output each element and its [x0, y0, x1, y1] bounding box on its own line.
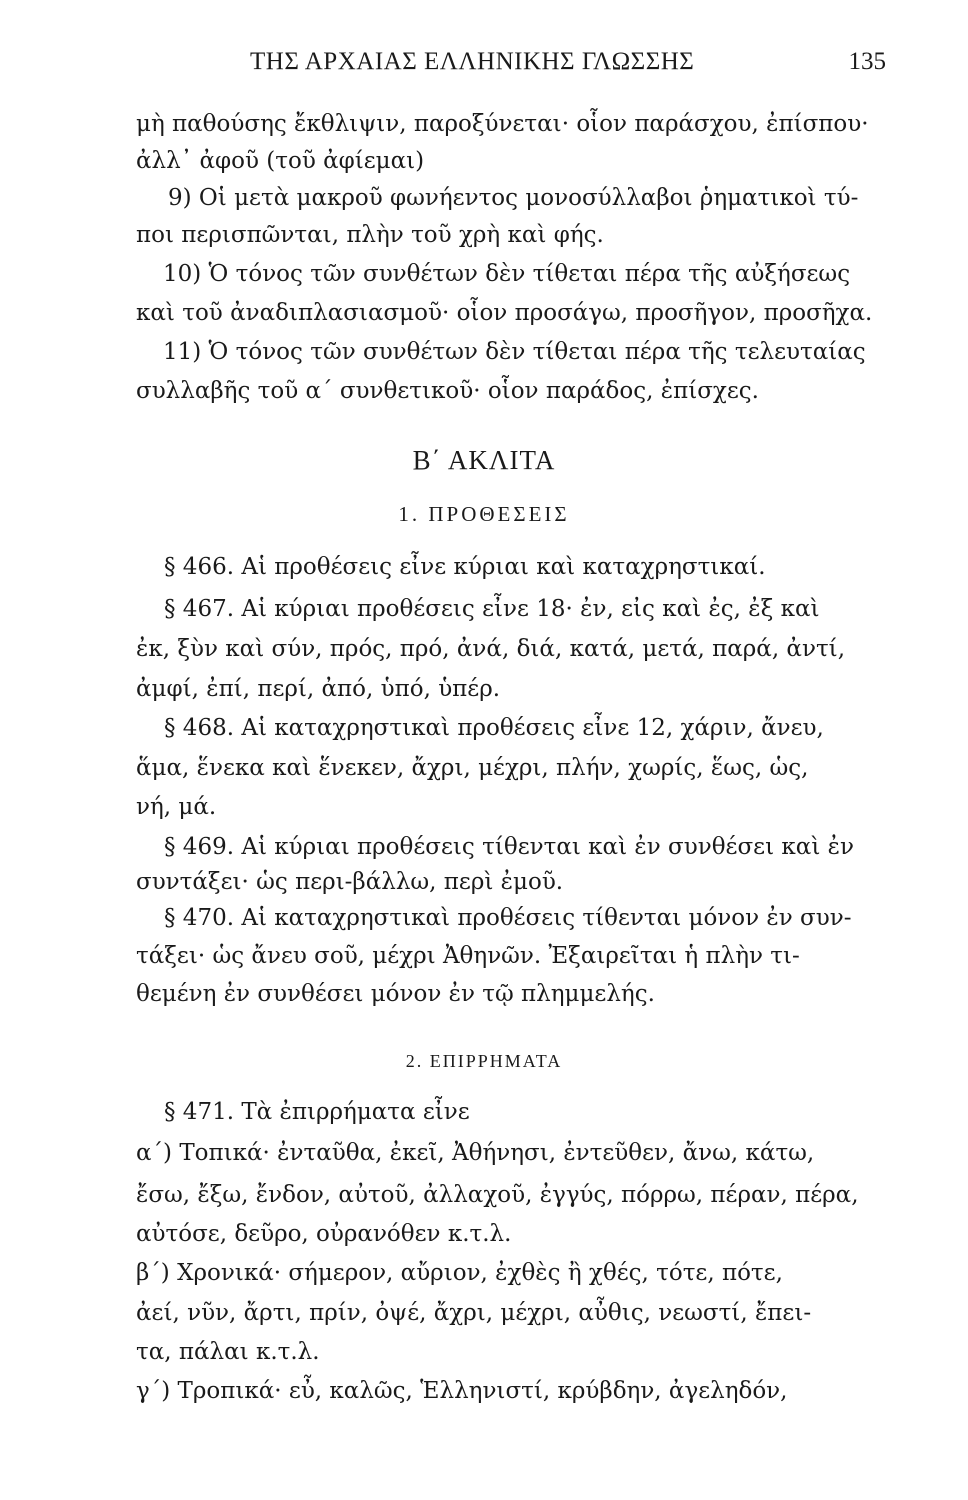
text-line: ἀεί, νῦν, ἄρτι, πρίν, ὀψέ, ἄχρι, μέχρι, αὖθις, νεωστί, ἔπει-: [136, 1300, 812, 1326]
paragraph-471: § 471. Τὰ ἐπιρρήματα εἶνε: [164, 1099, 470, 1125]
text-line: β΄) Χρονικά· σήμερον, αὔριον, ἐχθὲς ἢ χθές, τότε, πότε,: [136, 1260, 783, 1286]
text-line: αὐτόσε, δεῦρο, οὐρανόθεν κ.τ.λ.: [136, 1221, 512, 1247]
text-line: ποι περισπῶνται, πλὴν τοῦ χρὴ καὶ φής.: [136, 222, 604, 248]
text-line: ἐκ, ξὺν καὶ σύν, πρός, πρό, ἀνά, διά, κατά, μετά, παρά, ἀντί,: [136, 636, 846, 662]
text-line: 10) Ὁ τόνος τῶν συνθέτων δὲν τίθεται πέρα τῆς αὐξήσεως: [163, 261, 851, 287]
paragraph-470: § 470. Αἱ καταχρηστικαὶ προθέσεις τίθενται μόνον ἐν συν-: [164, 905, 852, 931]
section-title-adverbs: 2. ΕΠΙΡΡΗΜΑΤΑ: [405, 1051, 563, 1071]
paragraph-466: § 466. Αἱ προθέσεις εἶνε κύριαι καὶ καταχρηστικαί.: [164, 554, 766, 580]
paragraph-469: § 469. Αἱ κύριαι προθέσεις τίθενται καὶ ἐν συνθέσει καὶ ἐν: [164, 834, 854, 860]
text-line: συντάξει· ὡς περι-βάλλω, περὶ ἐμοῦ.: [136, 869, 564, 895]
text-line: 9) Οἱ μετὰ μακροῦ φωνήεντος μονοσύλλαβοι ῥηματικοὶ τύ-: [168, 185, 859, 211]
text-line: καὶ τοῦ ἀναδιπλασιασμοῦ· οἷον προσάγω, προσῆγον, προσῆχα.: [136, 300, 873, 326]
text-line: θεμένη ἐν συνθέσει μόνον ἐν τῷ πλημμελής.: [136, 981, 655, 1007]
running-head: ΤΗΣ ΑΡΧΑΙΑΣ ΕΛΛΗΝΙΚΗΣ ΓΛΩΣΣΗΣ: [250, 48, 695, 75]
section-title-akilta: Β΄ ΑΚΛΙΤΑ: [412, 445, 556, 475]
text-line: ἔσω, ἔξω, ἔνδον, αὐτοῦ, ἀλλαχοῦ, ἐγγύς, πόρρω, πέραν, πέρα,: [136, 1182, 859, 1208]
text-line: γ΄) Τροπικά· εὖ, καλῶς, Ἑλληνιστί, κρύβδην, ἀγεληδόν,: [136, 1378, 788, 1404]
text-line: α΄) Τοπικά· ἐνταῦθα, ἐκεῖ, Ἀθήνησι, ἐντεῦθεν, ἄνω, κάτω,: [136, 1140, 815, 1166]
paragraph-467: § 467. Αἱ κύριαι προθέσεις εἶνε 18· ἐν, εἰς καὶ ἐς, ἐξ καὶ: [164, 596, 820, 622]
text-line: 11) Ὁ τόνος τῶν συνθέτων δὲν τίθεται πέρα τῆς τελευταίας: [163, 339, 866, 365]
text-line: τάξει· ὡς ἄνευ σοῦ, μέχρι Ἀθηνῶν. Ἐξαιρεῖται ἡ πλὴν τι-: [136, 943, 800, 969]
text-line: ἀμφί, ἐπί, περί, ἀπό, ὑπό, ὑπέρ.: [136, 676, 501, 702]
text-line: νή, μά.: [136, 794, 217, 820]
text-line: ἅμα, ἕνεκα καὶ ἕνεκεν, ἄχρι, μέχρι, πλήν, χωρίς, ἕως, ὡς,: [136, 755, 809, 781]
text-line: συλλαβῆς τοῦ α΄ συνθετικοῦ· οἷον παράδος, ἐπίσχες.: [136, 378, 759, 404]
text-line: μὴ παθούσης ἔκθλιψιν, παροξύνεται· οἷον παράσχου, ἐπίσπου·: [136, 111, 869, 137]
section-title-prepositions: 1. ΠΡΟΘΕΣΕΙΣ: [398, 502, 570, 526]
text-line: τα, πάλαι κ.τ.λ.: [136, 1339, 320, 1365]
paragraph-468: § 468. Αἱ καταχρηστικαὶ προθέσεις εἶνε 12, χάριν, ἄνευ,: [164, 715, 824, 741]
text-line: ἀλλ᾽ ἀφοῦ (τοῦ ἀφίεμαι): [136, 148, 425, 174]
page-number: 135: [848, 48, 886, 75]
